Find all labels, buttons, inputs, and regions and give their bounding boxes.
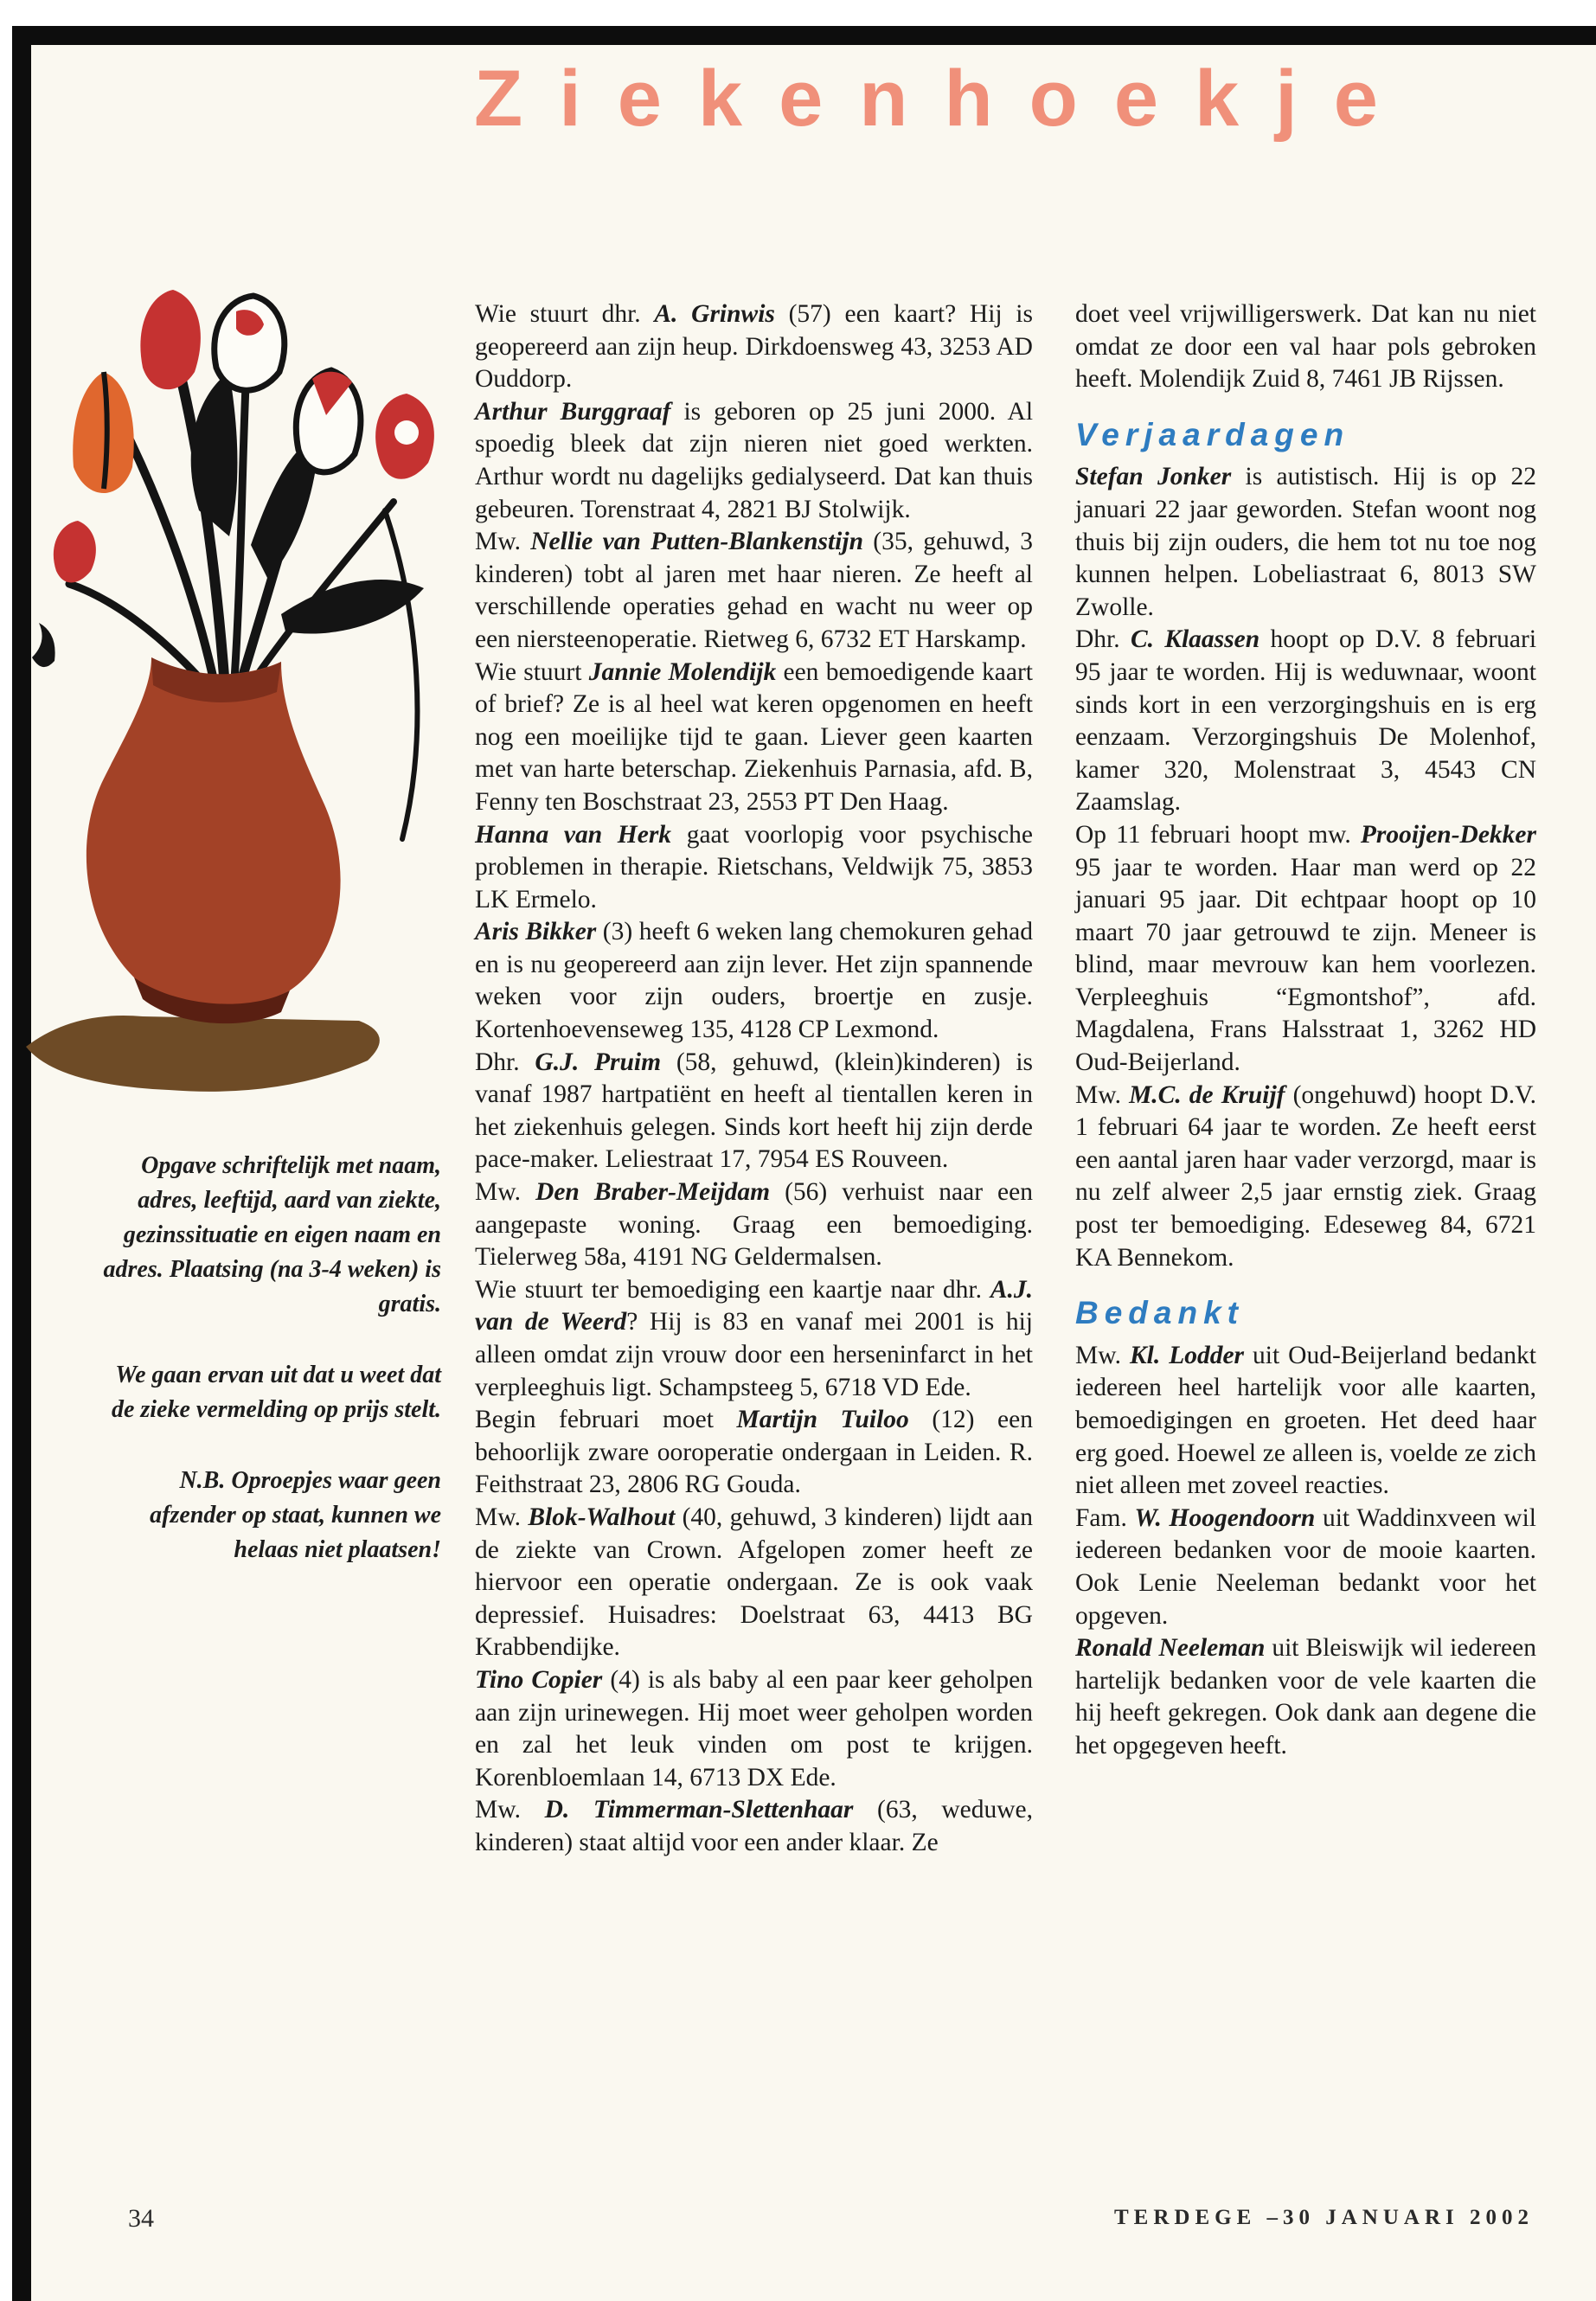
sick-entry: Mw. Nellie van Putten-Blankenstijn (35, gehuwd, 3 kinderen) tobt al jaren met haar nieren. Ze heeft al verschillende operaties gehad en wacht nu weer op een niersteenoperatie. Rietweg 6, 6732 ET Harskamp.	[475, 528, 1033, 653]
submission-note: We gaan ervan uit dat u weet dat de zieke vermelding op prijs stelt.	[111, 1362, 441, 1423]
page-number: 34	[128, 2204, 154, 2233]
sick-entry: Hanna van Herk gaat voorlopig voor psychische problemen in therapie. Rietschans, Veldwijk 75, 3853 LK Ermelo.	[475, 820, 1033, 913]
sick-entry: Arthur Burggraaf is geboren op 25 juni 2000. Al spoedig bleek dat zijn nieren niet goed werkten. Arthur wordt nu dagelijks gedialyseerd. Dat kan thuis gebeuren. Torenstraat 4, 2821 BJ Stolwijk.	[475, 397, 1034, 523]
column-right	[1075, 298, 1536, 1763]
sick-entry: Aris Bikker (3) heeft 6 weken lang chemokuren gehad en is nu geopereerd aan zijn lever. Het zijn spannende weken voor zijn ouders, broertje en zusje. Kortenhoevenseweg 135, 4128 CP Lexmond.	[475, 918, 1034, 1044]
submission-notes	[102, 1149, 441, 1604]
sick-entry: Mw. Blok-Walhout (40, gehuwd, 3 kinderen) lijdt aan de ziekte van Crown. Afgelopen zomer heeft ze hiervoor een operatie ondergaan. Ze is ook vaak depressief. Huisadres: Doelstraat 63, 4413 BG Krabbendijke.	[475, 1503, 1033, 1662]
sick-entry: Begin februari moet Martijn Tuiloo (12) een behoorlijk zware ooroperatie ondergaan in Leiden. R. Feithstraat 23, 2806 RG Gouda.	[475, 1406, 1033, 1499]
submission-note: N.B. Oproepjes waar geen afzender op staat, kunnen we helaas niet plaatsen!	[150, 1467, 441, 1563]
heading-bedankt: Bedankt	[1075, 1295, 1244, 1331]
sick-entry: Mw. Den Braber-Meijdam (56) verhuist naar een aangepaste woning. Graag een bemoediging. Tielerweg 58a, 4191 NG Geldermalsen.	[475, 1178, 1033, 1272]
thanks-entry: Ronald Neeleman uit Bleiswijk wil iedereen hartelijk bedanken voor de vele kaarten die hij heeft gekregen. Ook dank aan degene die het opgegeven heeft.	[1075, 1634, 1536, 1759]
sick-entry: Mw. D. Timmerman-Slettenhaar (63, weduwe, kinderen) staat altijd voor een ander klaar. Ze	[475, 1796, 1033, 1856]
sick-entry: Wie stuurt ter bemoediging een kaartje naar dhr. A.J. van de Weerd? Hij is 83 en vanaf mei 2001 is hij alleen omdat zijn vrouw door een herseninfarct in het verpleeghuis ligt. Schampsteeg 5, 6718 VD Ede.	[475, 1275, 1033, 1401]
bedankt-entries	[1075, 1340, 1536, 1763]
column-middle	[475, 298, 1033, 1860]
birthday-entry: Dhr. C. Klaassen hoopt op D.V. 8 februari 95 jaar te worden. Hij is weduwnaar, woont sinds kort in een verzorgingshuis en is erg eenzaam. Verzorgingshuis De Molenhof, kamer 320, Molenstraat 3, 4543 CN Zaamslag.	[1075, 625, 1537, 817]
frame-top-rule	[12, 26, 1596, 45]
vase-tulips-svg	[22, 285, 458, 1129]
heading-verjaardagen: Verjaardagen	[1075, 416, 1350, 452]
thanks-entry: Mw. Kl. Lodder uit Oud-Beijerland bedankt iedereen heel hartelijk voor alle kaarten, bemoedigingen en groeten. Het deed haar erg goed. Hoewel ze alleen is, voelde ze zich niet alleen met zoveel reacties.	[1075, 1341, 1536, 1500]
column-right-continuation	[1075, 298, 1536, 396]
birthday-entry: Stefan Jonker is autistisch. Hij is op 22 januari 22 jaar geworden. Stefan woont nog thuis bij zijn ouders, die hem tot nu toe nog kunnen helpen. Lobeliastraat 6, 8013 SW Zwolle.	[1075, 463, 1536, 621]
sick-entry: Wie stuurt Jannie Molendijk een bemoedigende kaart of brief? Ze is al heel wat keren opgenomen en heeft nog een moeilijke tijd te gaan. Liever geen kaarten met van harte beterschap. Ziekenhuis Parnasia, afd. B, Fenny ten Boschstraat 23, 2553 PT Den Haag.	[475, 657, 1033, 816]
verjaardagen-entries	[1075, 461, 1536, 1274]
sick-entry: Tino Copier (4) is als baby al een paar keer geholpen aan zijn urinewegen. Hij moet weer geholpen worden en zal het leuk vinden om post te krijgen. Korenbloemlaan 14, 6713 DX Ede.	[475, 1665, 1033, 1791]
ground-shadow	[26, 1016, 380, 1092]
sick-entry: Wie stuurt dhr. A. Grinwis (57) een kaart? Hij is geopereerd aan zijn heup. Dirkdoensweg 43, 3253 AD Ouddorp.	[475, 300, 1033, 394]
vase-tulips-illustration	[22, 285, 458, 1129]
submission-note: Opgave schriftelijk met naam, adres, leeftijd, aard van ziekte, gezinssituatie en eigen naam en adres. Plaatsing (na 3-4 weken) is gratis.	[103, 1152, 441, 1317]
birthday-entry: Op 11 februari hoopt mw. Prooijen-Dekker 95 jaar te worden. Haar man werd op 22 januari 95 jaar. Dit echtpaar hoopt op 10 maart 70 jaar getrouwd te zijn. Meneer is blind, maar mevrouw kan hem voorlezen. Verpleeghuis “Egmontshof”, afd. Magdalena, Frans Halsstraat 1, 3262 HD Oud-Beijerland.	[1075, 820, 1536, 1077]
vase	[87, 657, 341, 1023]
footer-journal-date: TERDEGE –30 JANUARI 2002	[1113, 2206, 1534, 2229]
sick-entry: Dhr. G.J. Pruim (58, gehuwd, (klein)kinderen) is vanaf 1987 hartpatiënt en heeft al tientallen keren in het ziekenhuis gelegen. Sinds kort heeft hij zijn derde pace-maker. Leliestraat 17, 7954 ES Rouveen.	[475, 1048, 1034, 1174]
thanks-entry: Fam. W. Hoogendoorn uit Waddinxveen wil iedereen bedanken voor de mooie kaarten. Ook Lenie Neeleman bedankt voor het opgeven.	[1075, 1503, 1537, 1630]
sick-entry-continuation: doet veel vrijwilligerswerk. Dat kan nu niet omdat ze door een val haar pols gebroken heeft. Molendijk Zuid 8, 7461 JB Rijssen.	[1075, 300, 1536, 394]
birthday-entry: Mw. M.C. de Kruijf (ongehuwd) hoopt D.V. 1 februari 64 jaar te worden. Ze heeft eerst een aantal jaren haar vader verzorgd, maar is nu zelf alweer 2,5 jaar ernstig ziek. Graag post ter bemoediging. Edeseweg 84, 6721 KA Bennekom.	[1075, 1080, 1537, 1272]
page-title: Ziekenhoekje	[474, 54, 1414, 143]
